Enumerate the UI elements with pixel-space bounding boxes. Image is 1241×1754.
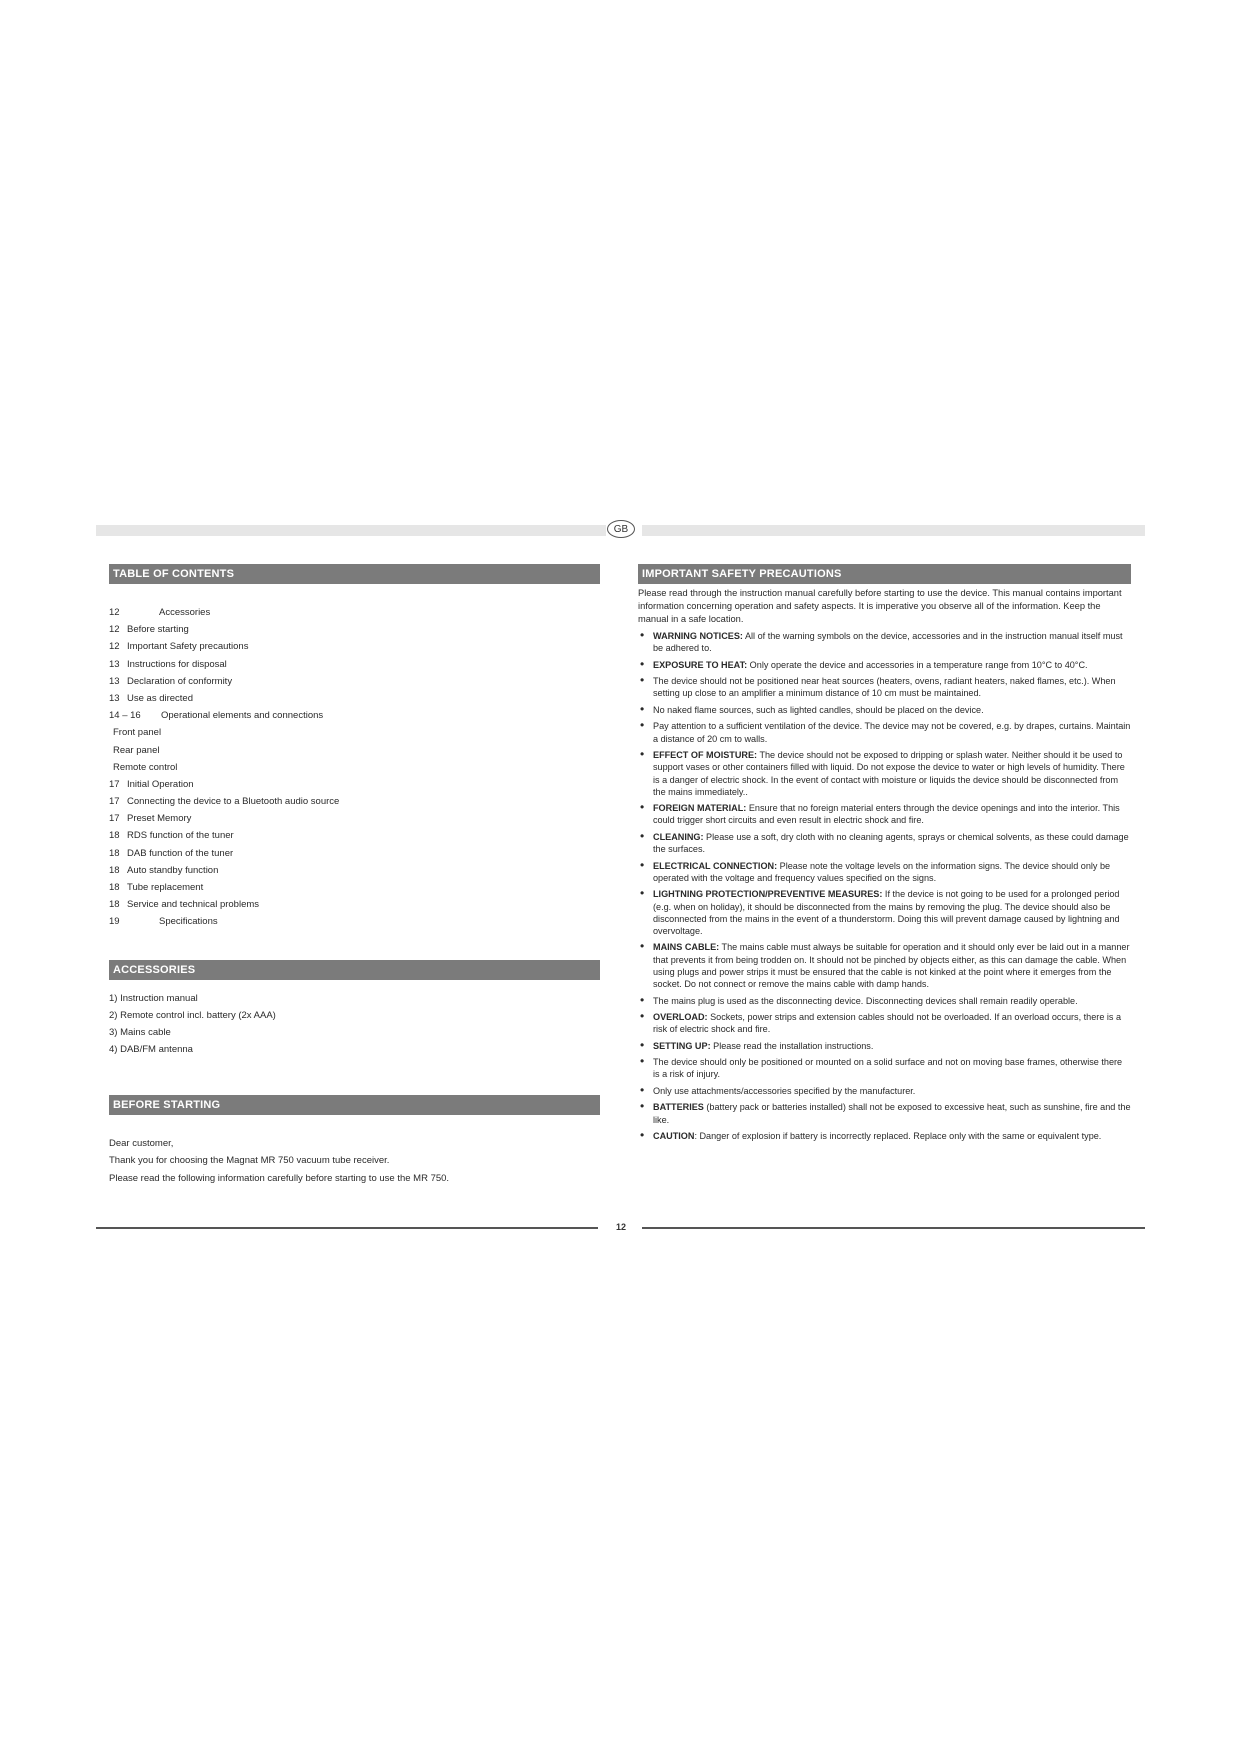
safety-text: Please use a soft, dry cloth with no cleaning agents, sprays or chemical solvents, as these could damage the surfaces. <box>653 831 1129 855</box>
safety-item <box>638 1056 1131 1080</box>
safety-text: All of the warning symbols on the device, accessories and in the instruction manual itself must be adhered to. <box>653 631 1123 654</box>
accessories-list <box>109 990 600 1059</box>
toc-item <box>109 827 600 844</box>
toc-item <box>109 621 600 638</box>
footer-rule-left <box>96 1227 598 1229</box>
before-starting-heading: BEFORE STARTING <box>109 1095 600 1115</box>
safety-item <box>638 1011 1131 1035</box>
toc-item <box>109 604 600 621</box>
toc-page: 12 <box>109 624 120 636</box>
toc-page: 17 <box>109 778 120 790</box>
toc-item <box>109 913 600 930</box>
safety-item <box>638 941 1131 990</box>
safety-item <box>638 802 1131 826</box>
safety-label: OVERLOAD: <box>653 1012 708 1023</box>
safety-text: If the device is not going to be used for a prolonged period (e.g. when on holiday), it should be disconnected from the mains by removing the plug. The device should also be disconnected from the mains in the event of a thunderstorm. Doing this will prevent damage caused by lightning and overvoltage. <box>653 889 1120 936</box>
safety-text: No naked flame sources, such as lighted candles, should be placed on the device. <box>653 704 984 715</box>
safety-text: The device should not be exposed to dripping or splash water. Neither should it be used to support vases or other containers filled with liquid. Do not expose the device to water or high levels of humidity. There is a danger of electric shock. In the event of contact with moisture or liquids the device should be disconnected from the mains immediately.. <box>653 750 1125 797</box>
toc-text: Tube replacement <box>127 882 204 893</box>
safety-label: MAINS CABLE: <box>653 942 720 953</box>
safety-label: CLEANING: <box>653 831 704 842</box>
safety-item <box>638 720 1131 744</box>
greeting: Dear customer, <box>109 1137 174 1149</box>
safety-item <box>638 995 1131 1007</box>
toc-text: Specifications <box>159 916 218 928</box>
toc-page: 12 <box>109 641 120 653</box>
toc-text: Auto standby function <box>127 864 219 876</box>
safety-text: Please note the voltage levels on the information signs. The device should only be operated with the voltage and frequency values specified on the signs. <box>653 860 1111 883</box>
read-info-line: Please read the following information carefully before starting to use the MR 750. <box>109 1172 450 1184</box>
accessory-item: 3) Mains cable <box>109 1027 171 1039</box>
toc-page: 13 <box>109 675 120 687</box>
toc-page: 18 <box>109 830 120 842</box>
safety-label: EXPOSURE TO HEAT: <box>653 659 748 670</box>
toc-heading: TABLE OF CONTENTS <box>109 564 600 584</box>
safety-text: Pay attention to a sufficient ventilation of the device. The device may not be covered, e.g. by drapes, curtains. Maintain a distance of 20 cm to walls. <box>653 721 1131 744</box>
toc-page: 14 – 16 <box>109 710 141 722</box>
toc-item <box>109 793 600 810</box>
toc-item <box>109 707 600 724</box>
safety-item <box>638 1130 1131 1142</box>
toc-page: 13 <box>109 658 120 670</box>
toc-item <box>109 724 600 741</box>
safety-text: Only operate the device and accessories in a temperature range from 10°C to 40°C. <box>747 659 1088 670</box>
toc-item <box>109 862 600 879</box>
toc-text: Initial Operation <box>127 778 194 790</box>
safety-text: The device should only be positioned or mounted on a solid surface and not on moving base frames, otherwise there is a risk of injury. <box>653 1057 1123 1080</box>
toc-page: 17 <box>109 813 120 825</box>
toc-text: Use as directed <box>127 692 194 704</box>
safety-item <box>638 749 1131 798</box>
toc-page: 18 <box>109 864 120 876</box>
safety-item <box>638 675 1131 699</box>
toc-text: Front panel <box>113 727 162 739</box>
toc-text: DAB function of the tuner <box>127 847 234 859</box>
left-column <box>109 564 600 1187</box>
toc-item <box>109 845 600 862</box>
safety-item <box>638 659 1131 671</box>
toc-page: 12 <box>109 607 120 618</box>
right-column <box>638 564 1131 1147</box>
safety-item <box>638 831 1131 855</box>
toc-text: Operational elements and connections <box>161 710 324 722</box>
safety-intro: Please read through the instruction manual carefully before starting to use the device. This manual contains important information concerning operation and safety aspects. It is imperative you observe all of the information. Keep the manual in a safe location. <box>638 588 1122 624</box>
safety-item <box>638 888 1131 937</box>
toc-text: Declaration of conformity <box>127 675 233 687</box>
footer-rule-right <box>642 1227 1145 1229</box>
safety-label: LIGHTNING PROTECTION/PREVENTIVE MEASURES: <box>653 889 883 900</box>
toc-text: Accessories <box>159 607 211 618</box>
safety-label: BATTERIES <box>653 1102 704 1113</box>
safety-list <box>638 630 1131 1142</box>
safety-label: WARNING NOTICES: <box>653 631 743 641</box>
toc-item <box>109 656 600 673</box>
toc-item <box>109 673 600 690</box>
safety-label: ELECTRICAL CONNECTION: <box>653 860 778 871</box>
toc-page: 19 <box>109 916 120 928</box>
toc-page: 18 <box>109 882 120 893</box>
toc-page: 18 <box>109 847 120 859</box>
toc-text: Service and technical problems <box>127 899 260 911</box>
toc-page: 17 <box>109 796 120 808</box>
toc-text: Important Safety precautions <box>127 641 249 653</box>
safety-item <box>638 1101 1131 1125</box>
toc-text: Connecting the device to a Bluetooth audio source <box>127 796 340 808</box>
toc-list <box>109 604 600 931</box>
safety-text: The mains cable must always be suitable for operation and it should only ever be laid out in a manner that prevents it from being trodden on. It should not be pinched by objects either, as this can damage the cable. When using plugs and power strips it must be ensured that the cable is not kinked at the point where it emerges from the socket. Do not connect or remove the mains cable with damp hands. <box>653 942 1130 990</box>
safety-text: : Danger of explosion if battery is incorrectly replaced. Replace only with the same or equivalent type. <box>694 1131 1102 1142</box>
accessories-heading: ACCESSORIES <box>109 960 600 980</box>
safety-text: Ensure that no foreign material enters through the device openings and into the interior. This could trigger short circuits and even result in electric shock and fire. <box>653 803 1120 826</box>
safety-label: FOREIGN MATERIAL: <box>653 803 747 814</box>
safety-text: Only use attachments/accessories specified by the manufacturer. <box>653 1085 916 1096</box>
safety-label: CAUTION <box>653 1131 695 1142</box>
toc-item <box>109 759 600 776</box>
safety-item <box>638 1085 1131 1097</box>
toc-page: 18 <box>109 899 120 911</box>
toc-item <box>109 810 600 827</box>
accessory-item: 4) DAB/FM antenna <box>109 1044 193 1056</box>
toc-text: Preset Memory <box>127 813 192 825</box>
before-starting-text <box>109 1135 600 1188</box>
toc-text: RDS function of the tuner <box>127 830 234 842</box>
safety-text: Sockets, power strips and extension cables should not be overloaded. If an overload occurs, there is a risk of electric shock and fire. <box>653 1012 1122 1035</box>
accessory-item: 1) Instruction manual <box>109 992 198 1004</box>
toc-text: Remote control <box>113 761 178 773</box>
accessory-item: 2) Remote control incl. battery (2x AAA) <box>109 1009 276 1021</box>
language-badge: GB <box>607 520 635 538</box>
safety-text: Please read the installation instructions. <box>710 1040 874 1051</box>
toc-text: Instructions for disposal <box>127 658 227 670</box>
toc-text: Before starting <box>127 624 189 636</box>
header-rule-left <box>96 525 606 536</box>
safety-item <box>638 1040 1131 1052</box>
safety-item <box>638 860 1131 884</box>
safety-heading: IMPORTANT SAFETY PRECAUTIONS <box>638 564 1131 584</box>
safety-label: EFFECT OF MOISTURE: <box>653 750 758 761</box>
safety-item <box>638 630 1131 654</box>
header-rule-right <box>642 525 1145 536</box>
toc-text: Rear panel <box>113 744 160 756</box>
toc-item <box>109 742 600 759</box>
toc-item <box>109 896 600 913</box>
safety-text: The device should not be positioned near heat sources (heaters, ovens, radiant heaters, naked flames, etc.). When setting up close to an amplifier a minimum distance of 10 cm must be maintained. <box>653 676 1116 699</box>
safety-text: (battery pack or batteries installed) shall not be exposed to excessive heat, such as sunshine, fire and the like. <box>653 1102 1131 1125</box>
toc-page: 13 <box>109 692 120 704</box>
page-number: 12 <box>615 1222 626 1232</box>
toc-item <box>109 690 600 707</box>
toc-item <box>109 638 600 655</box>
safety-label: SETTING UP: <box>653 1040 711 1051</box>
safety-text: The mains plug is used as the disconnecting device. Disconnecting devices shall remain readily operable. <box>653 995 1078 1006</box>
toc-item <box>109 879 600 896</box>
toc-item <box>109 776 600 793</box>
safety-item <box>638 704 1131 716</box>
thank-you-line: Thank you for choosing the Magnat MR 750 vacuum tube receiver. <box>109 1155 390 1167</box>
